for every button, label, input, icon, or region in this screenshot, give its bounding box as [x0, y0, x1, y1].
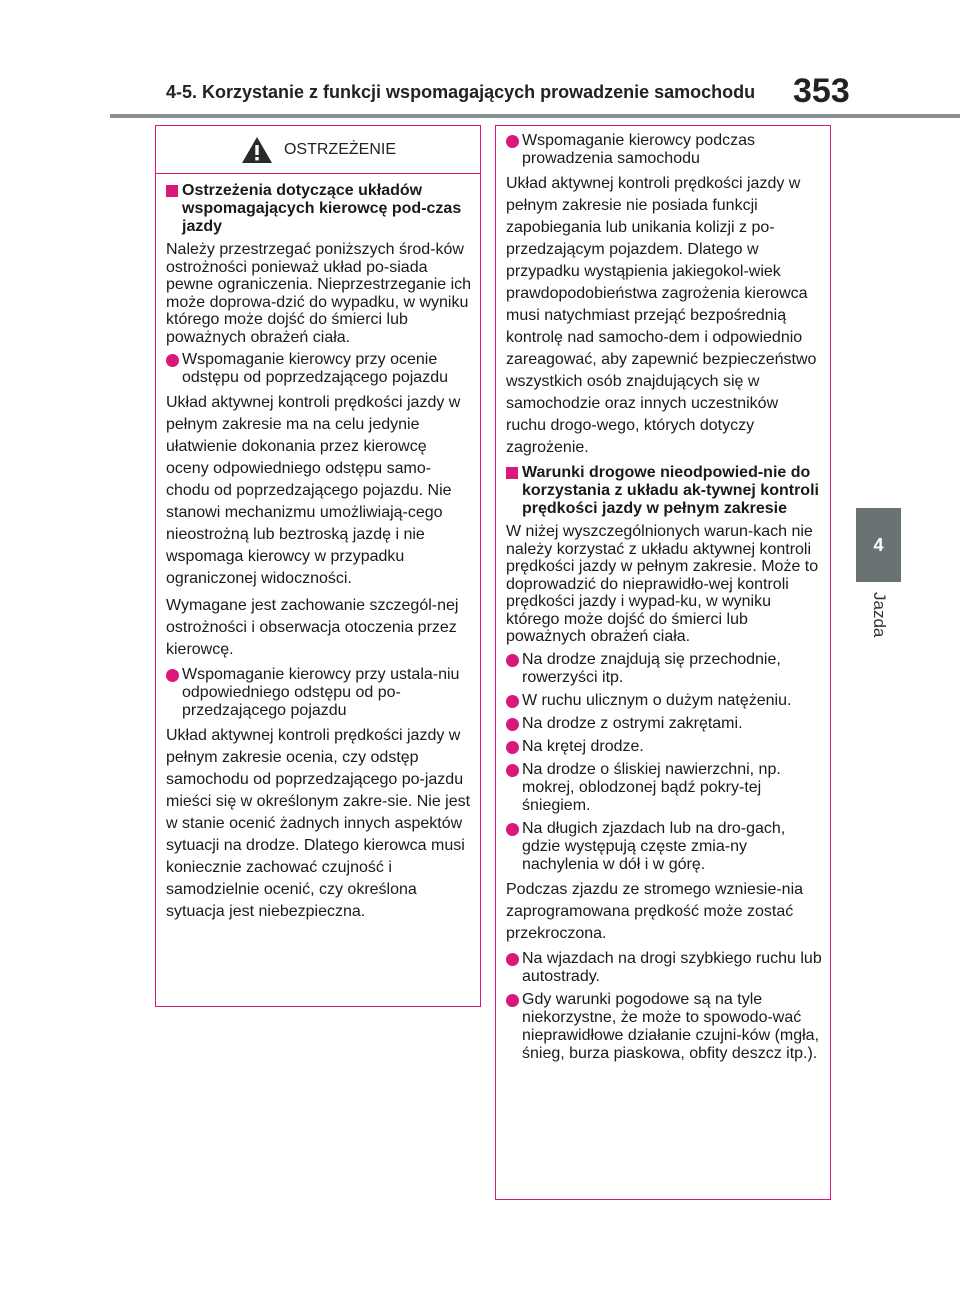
- paragraph: Wymagane jest zachowanie szczegól-nej ostrożności i obserwacja otoczenia przez kierowcę.: [166, 597, 459, 658]
- round-bullet-icon: [506, 135, 519, 148]
- warning-box-continued: [495, 125, 831, 1200]
- list-item: Wspomaganie kierowcy podczas prowadzenia samochodu: [506, 132, 822, 168]
- header-divider: [110, 114, 960, 118]
- subheading: Warunki drogowe nieodpowied-nie do korzystania z układu ak-tywnej kontroli prędkości jazdy w pełnym zakresie: [506, 464, 822, 518]
- page-number: 353: [793, 72, 850, 110]
- warning-box: [155, 125, 481, 1007]
- round-bullet-icon: [506, 994, 519, 1007]
- square-bullet-icon: [506, 467, 518, 479]
- paragraph: Układ aktywnej kontroli prędkości jazdy w pełnym zakresie ma na celu jedynie ułatwienie dokonania przez kierowcę oceny odpowiedniego odstępu samo-chodu od poprzedzającego pojazdu. Nie stanowi mechanizmu umożliwiają-cego nieostrożną lub beztroską jazdę i nie wspomaga kierowcy w przypadku ograniczonej widoczności.: [166, 394, 461, 587]
- round-bullet-icon: [506, 953, 519, 966]
- list-item: Na drodze o śliskiej nawierzchni, np. mokrej, oblodzonej bądź pokry-tej śniegiem.: [506, 761, 822, 815]
- list-item: Na wjazdach na drogi szybkiego ruchu lub autostrady.: [506, 950, 822, 986]
- round-bullet-icon: [506, 695, 519, 708]
- paragraph: Należy przestrzegać poniższych środ-ków ostrożności ponieważ układ po-siada pewne ograniczenia. Nieprzestrzeganie ich może doprowa-dzić do wypadku, w wyniku którego może dojść do śmierci lub poważnych obrażeń ciała.: [166, 241, 472, 346]
- paragraph: W niżej wyszczególnionych warun-kach nie należy korzystać z układu aktywnej kontroli prędkości jazdy w pełnym zakresie. Może to doprowadzić do nieprawidło-wej kontroli prędkości jazdy i wypad-ku, w wyniku którego może dojść do śmierci lub poważnych obrażeń ciała.: [506, 523, 819, 645]
- round-bullet-icon: [506, 764, 519, 777]
- warning-header: [156, 126, 480, 174]
- paragraph: Układ aktywnej kontroli prędkości jazdy w pełnym zakresie nie posiada funkcji zapobiegania lub unikania kolizji z po-przedzającym pojazdem. Dlatego w przypadku wystąpienia jakiegokol-wiek prawdopodobieństwa zagrożenia kierowca musi natychmiast przejąć bezpośrednią kontrolę nad samocho-dem i odpowiednio zareagować, aby zapewnić bezpieczeństwo wszystkich osób znajdujących się w samochodzie oraz innych uczestników ruchu drogo-wego, których dotyczy zagrożenie.: [506, 175, 817, 456]
- list-item: Na krętej drodze.: [506, 738, 822, 756]
- list-item: W ruchu ulicznym o dużym natężeniu.: [506, 692, 822, 710]
- round-bullet-icon: [506, 718, 519, 731]
- round-bullet-icon: [166, 354, 179, 367]
- round-bullet-icon: [506, 823, 519, 836]
- warning-triangle-icon: [240, 135, 274, 165]
- list-item: Wspomaganie kierowcy przy ocenie odstępu od poprzedzającego pojazdu: [166, 351, 472, 387]
- paragraph: Układ aktywnej kontroli prędkości jazdy w pełnym zakresie ocenia, czy odstęp samochodu od poprzedzającego po-jazdu mieści się w określonym zakre-sie. Nie jest w stanie ocenić żadnych innych aspektów sytuacji na drodze. Dlatego kierowca musi koniecznie zachować czujność i samodzielnie ocenić, czy określona sytuacja jest niebezpieczna.: [166, 727, 471, 920]
- list-item: Na długich zjazdach lub na dro-gach, gdzie występują częste zmia-ny nachylenia w dół i w górę.: [506, 820, 822, 874]
- warning-heading: OSTRZEŻENIE: [283, 140, 396, 158]
- chapter-tab-number: 4: [856, 508, 901, 582]
- list-item: Gdy warunki pogodowe są na tyle niekorzystne, że może to spowodo-wać nieprawidłowe działanie czujni-ków (mgła, śnieg, burza piaskowa, obfity deszcz itp.).: [506, 991, 822, 1063]
- section-title: 4-5. Korzystanie z funkcji wspomagających prowadzenie samochodu: [166, 82, 756, 102]
- list-item: Na drodze znajdują się przechodnie, rowerzyści itp.: [506, 651, 822, 687]
- subheading: Ostrzeżenia dotyczące układów wspomagających kierowcę pod-czas jazdy: [166, 182, 472, 236]
- round-bullet-icon: [166, 669, 179, 682]
- list-item: Na drodze z ostrymi zakrętami.: [506, 715, 822, 733]
- round-bullet-icon: [506, 654, 519, 667]
- paragraph: Podczas zjazdu ze stromego wzniesie-nia zaprogramowana prędkość może zostać przekroczona.: [506, 880, 804, 942]
- chapter-tab-label: Jazda: [870, 592, 889, 638]
- square-bullet-icon: [166, 185, 178, 197]
- round-bullet-icon: [506, 741, 519, 754]
- list-item: Wspomaganie kierowcy przy ustala-niu odpowiedniego odstępu od po-przedzającego pojazdu: [166, 666, 472, 720]
